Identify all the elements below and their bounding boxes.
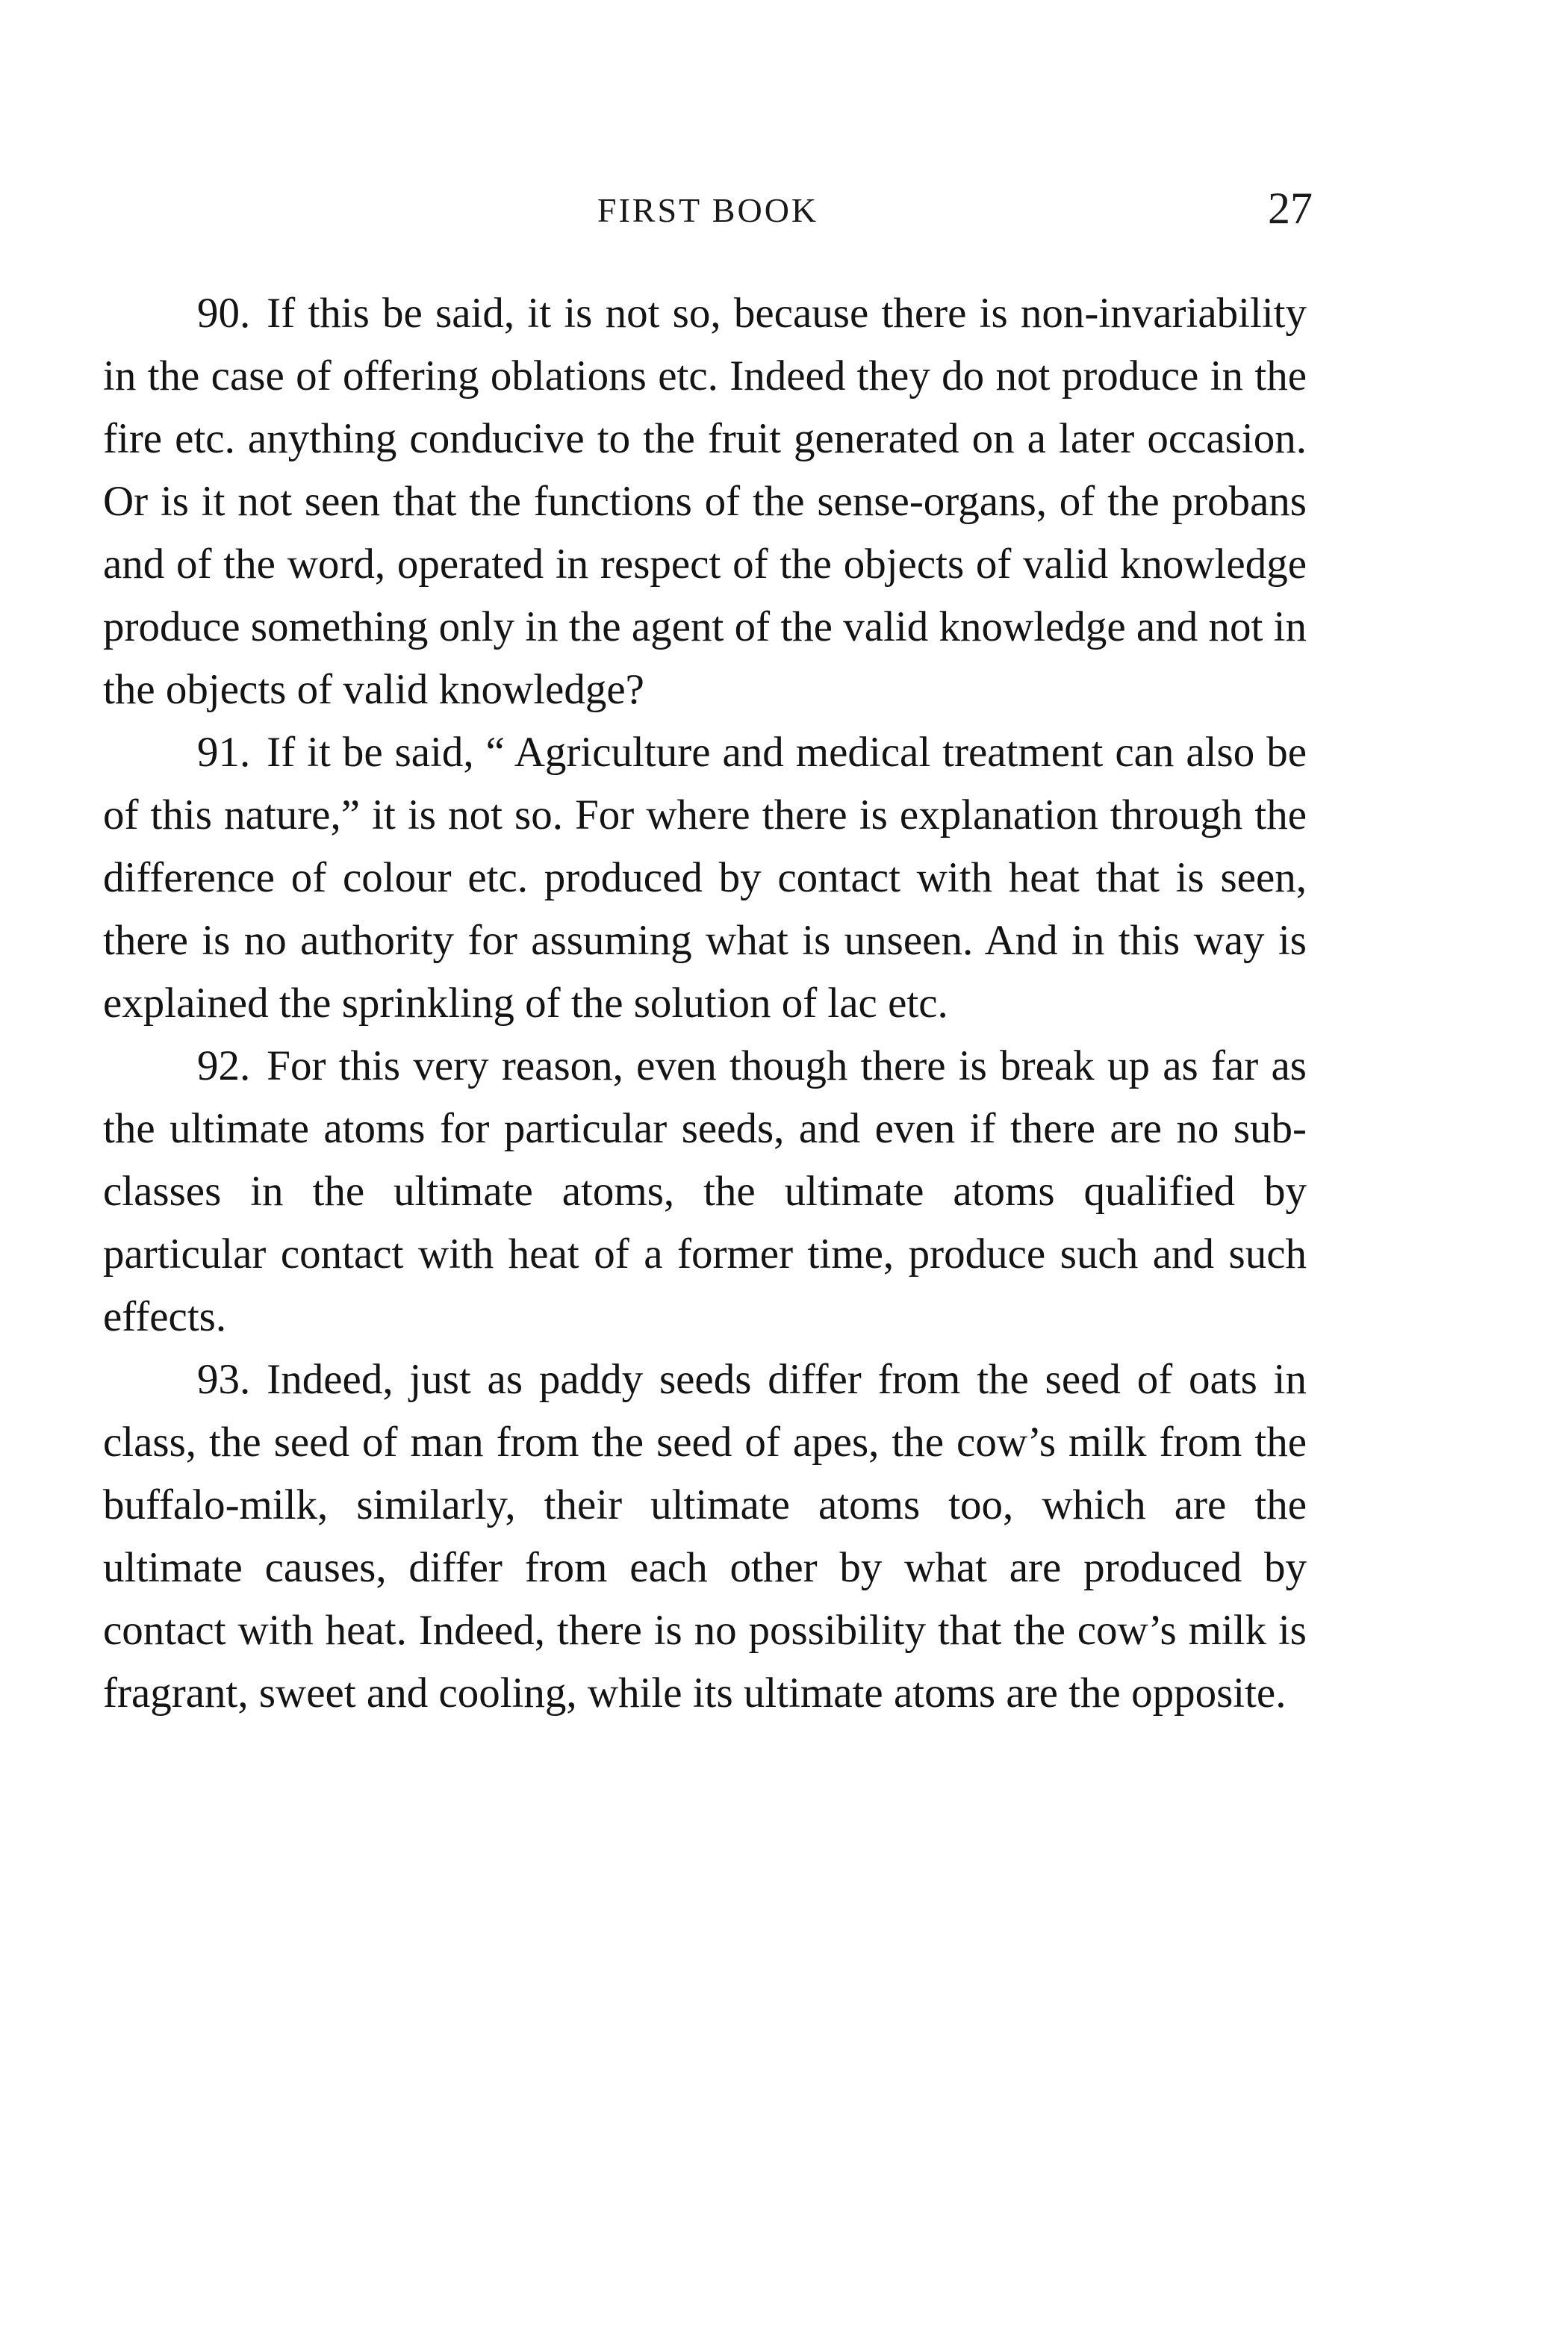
paragraph-91: [103, 721, 1307, 1035]
running-head-title: FIRST BOOK: [597, 191, 819, 229]
paragraph-text: If it be said, “ Agriculture and medical treatment can also be of this nature,” it is not so. For where there is explanation through the difference of colour etc. produced by contact with heat that is seen, there is no authority for assuming what is unseen. And in this way is explained the sprinkling of the solution of lac etc.: [103, 729, 1307, 1027]
paragraph-text: Indeed, just as paddy seeds differ from the seed of oats in class, the seed of man from the seed of apes, the cow’s milk from the buffalo-milk, similarly, their ultimate atoms too, which are the ultimate causes, differ from each other by what are produced by contact with heat. Indeed, there is no possibility that the cow’s milk is fragrant, sweet and cooling, while its ultimate atoms are the opposite.: [103, 1356, 1307, 1717]
paragraph-number: 91.: [197, 729, 251, 776]
body-text: [103, 282, 1307, 1725]
page-number: 27: [1268, 184, 1313, 233]
paragraph-93: [103, 1348, 1307, 1725]
paragraph-text: For this very reason, even though there is break up as far as the ultimate atoms for particular seeds, and even if there are no sub-classes in the ultimate atoms, the ultimate atoms qualified by particular contact with heat of a former time, produce such and such effects.: [103, 1042, 1307, 1340]
running-head: [103, 183, 1313, 243]
paragraph-90: [103, 282, 1307, 721]
paragraph-number: 92.: [197, 1042, 251, 1089]
paragraph-number: 90.: [197, 290, 251, 337]
paragraph-92: [103, 1035, 1307, 1348]
paragraph-text: If this be said, it is not so, because there is non-invariability in the case of offering oblations etc. Indeed they do not produce in the fire etc. anything conducive to the fruit generated on a later occasion. Or is it not seen that the functions of the sense-organs, of the probans and of the word, operated in respect of the objects of valid knowledge produce something only in the agent of the valid knowledge and not in the objects of valid knowledge?: [103, 290, 1307, 713]
paragraph-number: 93.: [197, 1356, 251, 1403]
